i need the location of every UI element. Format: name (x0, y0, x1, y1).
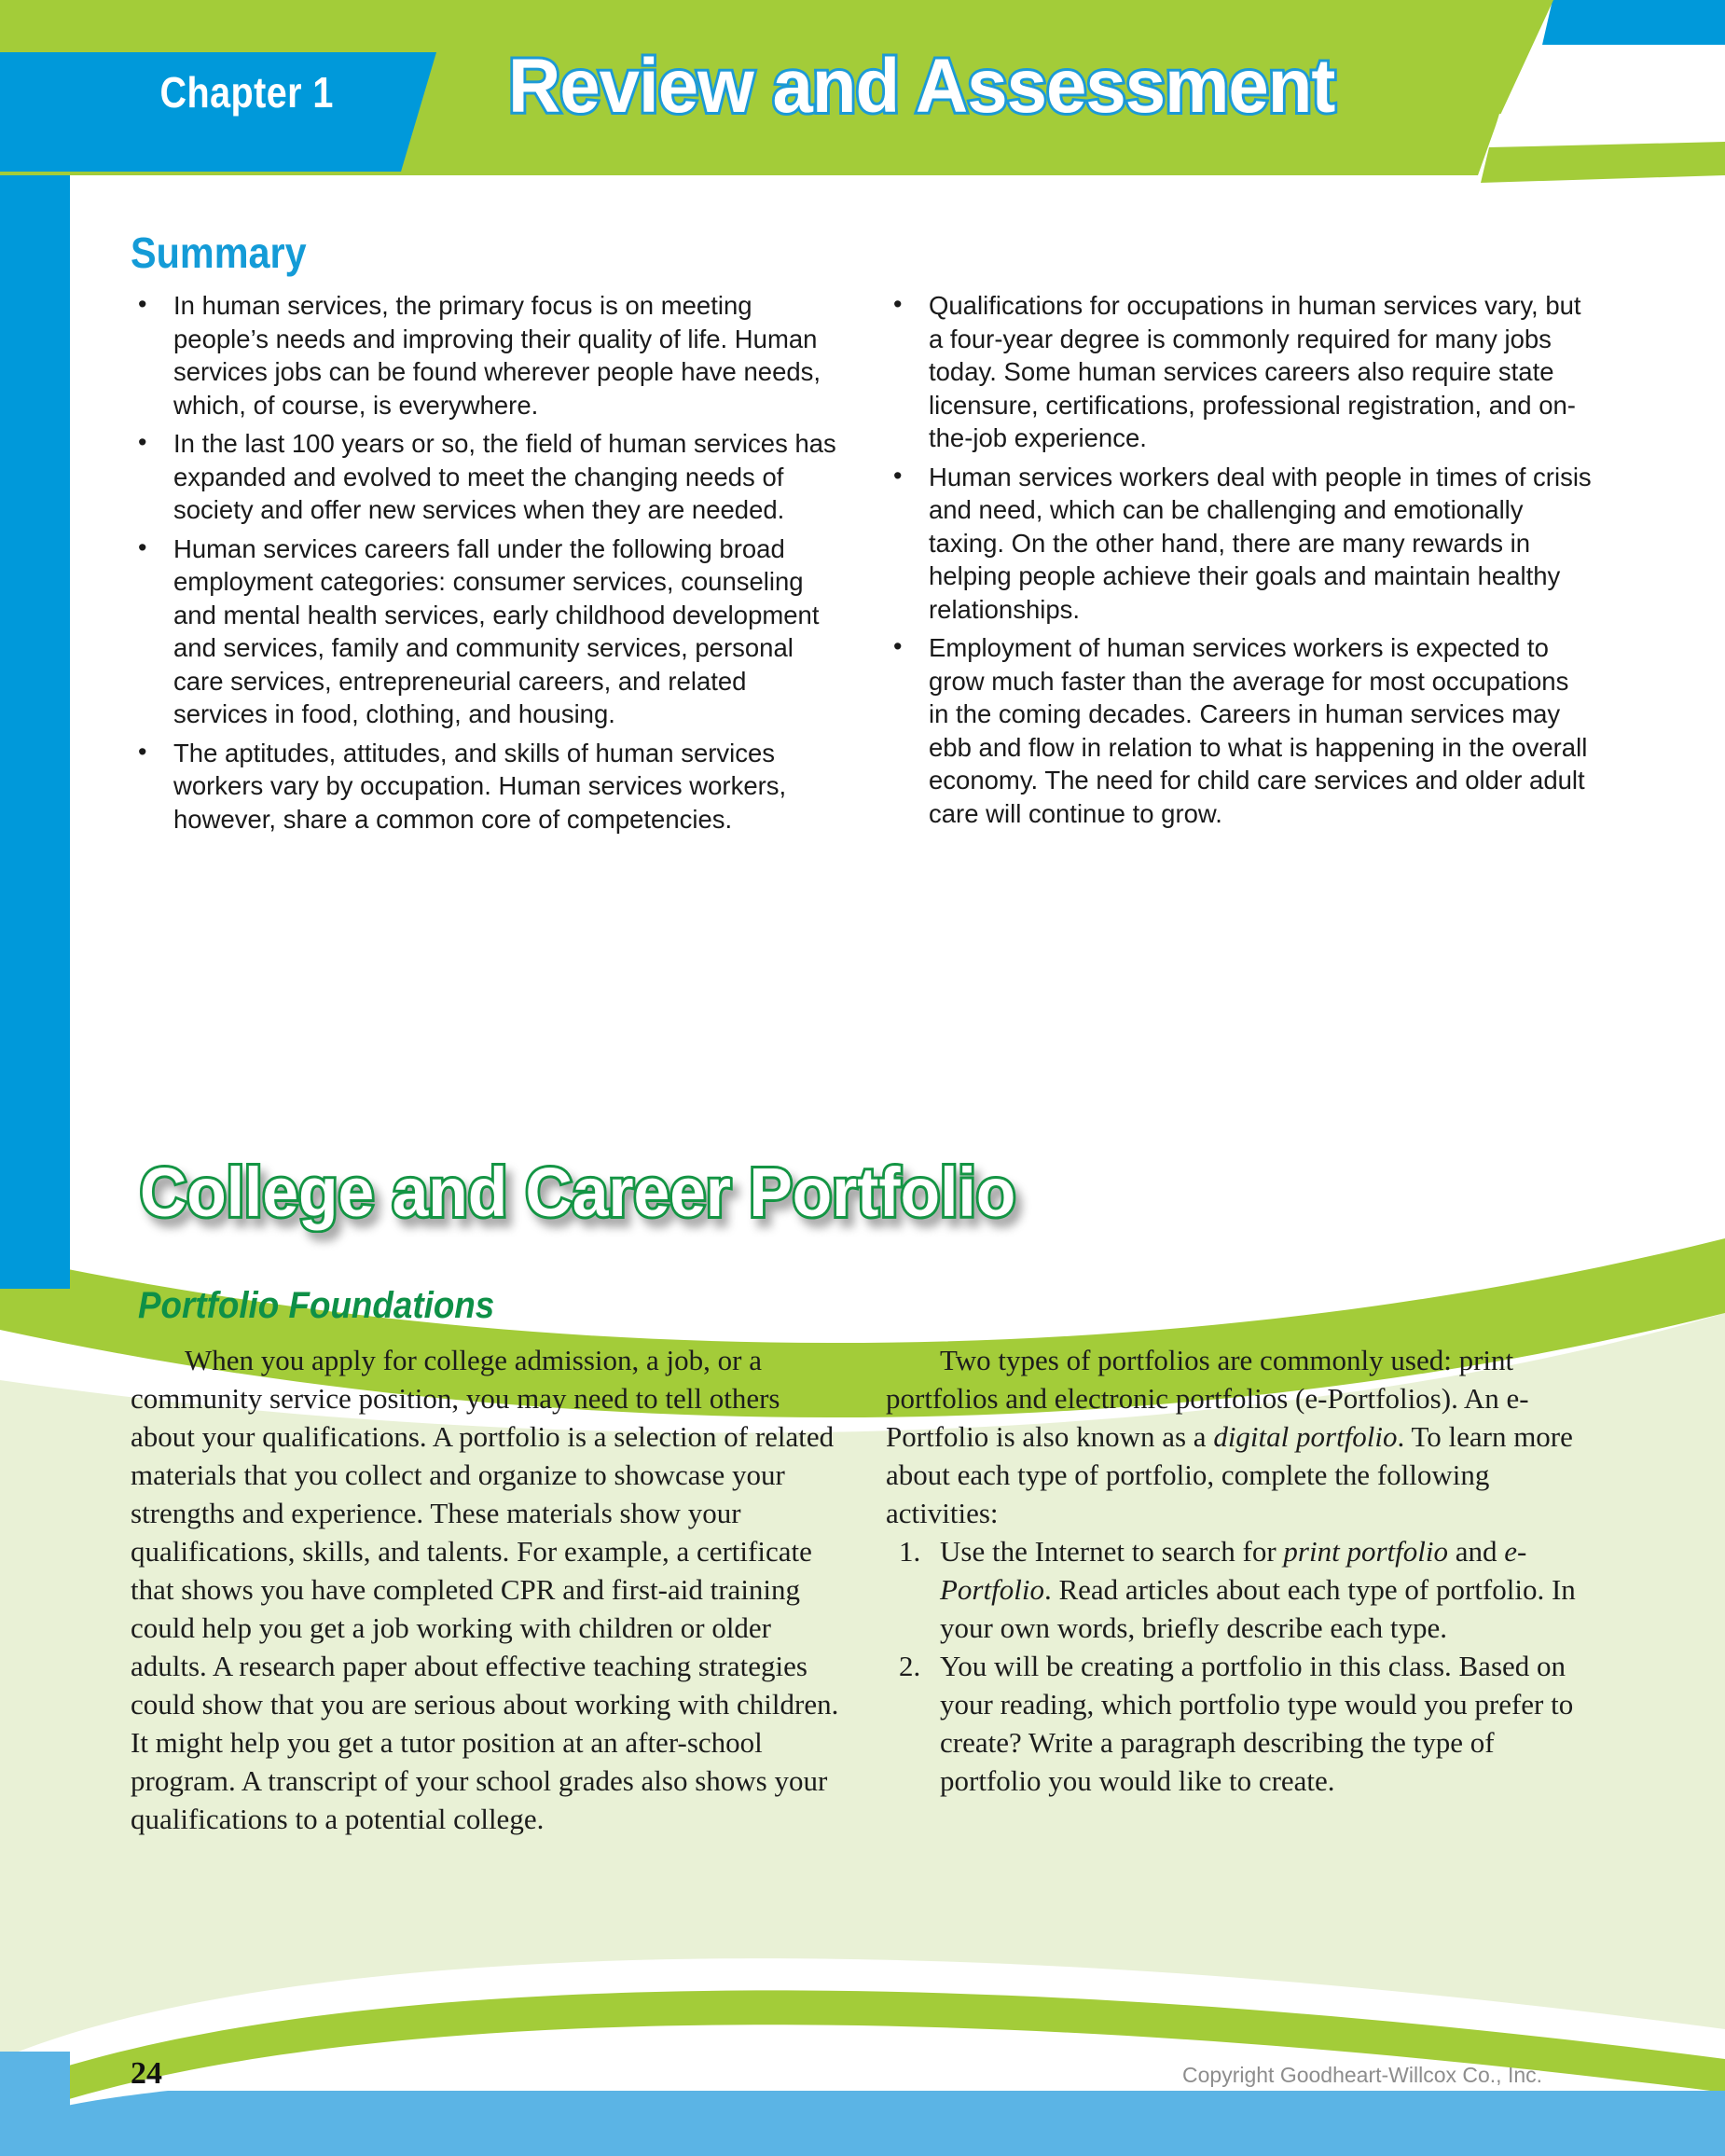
list-item: • The aptitudes, attitudes, and skills of human services workers vary by occupation. Human services workers, however, share a common core of competencies. (131, 737, 839, 836)
portfolio-paragraph-left: When you apply for college admission, a job, or a community service position, you may need to tell others about your qualifications. A portfolio is a selection of related materials that you collect and organize to showcase your strengths and experience. These materials show your qualifications, skills, and talents. For example, a certificate that shows you have completed CPR and first-aid training could help you get a job working with children or older adults. A research paper about effective teaching strategies could show that you are serious about working with children. It might help you get a tutor position at an after-school program. A transcript of your school grades also shows your qualifications to a potential college. (131, 1344, 839, 1835)
portfolio-subheading: Portfolio Foundations (138, 1285, 495, 1326)
page-footer (0, 1949, 1725, 2156)
activity-text: . Read articles about each type of portfolio. In your own words, briefly describe each type. (940, 1573, 1576, 1644)
summary-list-right (886, 289, 1594, 830)
portfolio-banner-title: College and Career Portfolio (140, 1154, 1016, 1231)
list-item: • Human services careers fall under the following broad employment categories: consumer services, counseling and mental health services, early childhood development and services, family and community services, personal care services, entrepreneurial careers, and related services in food, clothing, and housing. (131, 532, 839, 731)
page-title: Review and Assessment (508, 44, 1335, 129)
page-number: 24 (131, 2056, 162, 2091)
italic-term: print portfolio (1283, 1535, 1448, 1568)
copyright-notice: Copyright Goodheart-Willcox Co., Inc. (1182, 2063, 1543, 2087)
list-item: • In the last 100 years or so, the field of human services has expanded and evolved to meet the changing needs of society and offer new services when they are needed. (131, 427, 839, 527)
activity-text: and (1447, 1535, 1505, 1568)
portfolio-column-right (886, 1341, 1594, 1838)
portfolio-column-left (131, 1341, 839, 1838)
list-item (886, 1647, 1594, 1800)
italic-term: e-Portfolio (940, 1535, 1527, 1606)
paragraph-text: Two types of portfolios are commonly used: print portfolios and electronic portfolios (e-Portfolios). An e-Portfolio is also known as a (886, 1344, 1529, 1453)
italic-term: digital portfolio (1213, 1420, 1398, 1453)
activity-text: You will be creating a portfolio in this class. Based on your reading, which portfolio type would you prefer to create? Write a paragraph describing the type of portfolio you would like to create. (940, 1650, 1574, 1797)
paragraph-text: . To learn more about each type of portfolio, complete the following activities: (886, 1420, 1573, 1529)
activity-text: Use the Internet to search for (940, 1535, 1284, 1568)
summary-heading: Summary (131, 228, 307, 277)
portfolio-activity-list (886, 1532, 1594, 1800)
list-item: • Human services workers deal with people in times of crisis and need, which can be challenging and emotionally taxing. On the other hand, there are many rewards in helping people achieve their goals and maintain healthy relationships. (886, 461, 1594, 627)
list-item: • In human services, the primary focus is on meeting people’s needs and improving their quality of life. Human services jobs can be found wherever people have needs, which, of course, is everywhere. (131, 289, 839, 422)
list-item: • Qualifications for occupations in human services vary, but a four-year degree is commonly required for many jobs today. Some human services careers also require state licensure, certifications, professional registration, and on-the-job experience. (886, 289, 1594, 455)
summary-list-left (131, 289, 839, 836)
page-header (0, 0, 1725, 196)
summary-column-left (131, 289, 839, 841)
portfolio-columns (0, 1341, 1725, 1838)
list-number: 2. (899, 1650, 921, 1682)
list-number: 1. (899, 1535, 921, 1568)
summary-columns (0, 289, 1725, 841)
portfolio-paragraph-right (886, 1341, 1594, 1532)
summary-column-right (886, 289, 1594, 841)
list-item: • Employment of human services workers is expected to grow much faster than the average for most occupations in the coming decades. Careers in human services may ebb and flow in relation to what is happening in the overall economy. The need for child care services and older adult care will continue to grow. (886, 631, 1594, 830)
chapter-label: Chapter 1 (159, 68, 334, 117)
list-item (886, 1532, 1594, 1647)
footer-graphic (0, 1949, 1725, 2156)
